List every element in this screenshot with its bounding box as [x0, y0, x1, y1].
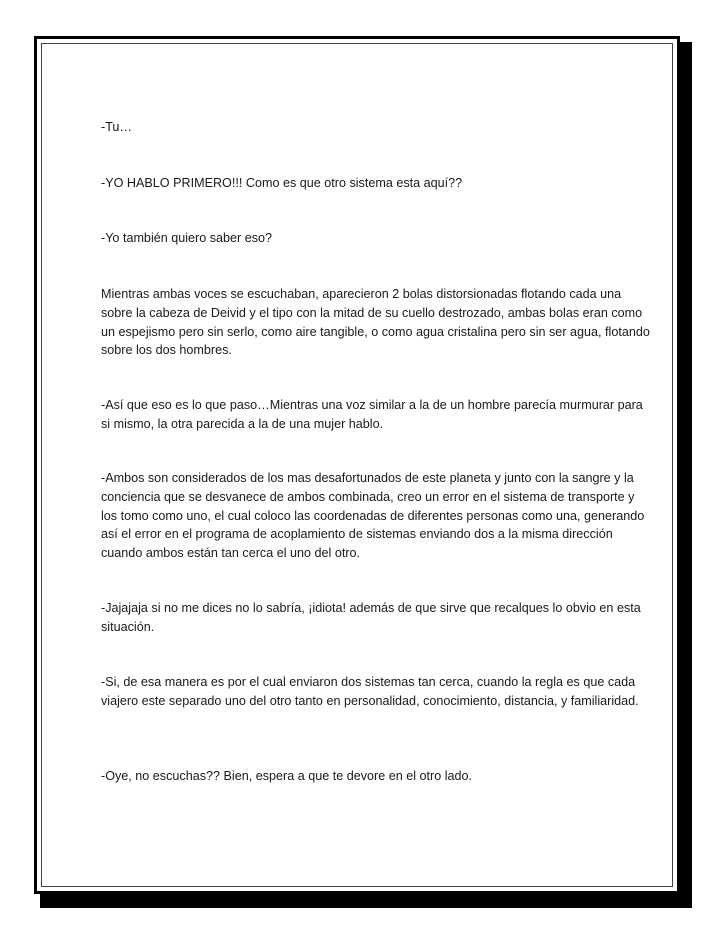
paragraph-4: Mientras ambas voces se escuchaban, aparecieron 2 bolas distorsionadas flotando cada una sobre la cabeza de Deivid y el tipo con la mitad de su cuello destrozado, ambas bolas eran como un espejismo pero sin serlo, como aire tangible, o como agua cristalina pero sin ser agua, flotando sobre los dos hombres.	[101, 287, 650, 358]
paragraph-2: -YO HABLO PRIMERO!!! Como es que otro sistema esta aquí??	[101, 176, 463, 190]
paragraph-7: -Jajajaja si no me dices no lo sabría, ¡idiota! además de que sirve que recalques lo obvio en esta situación.	[101, 601, 641, 634]
paragraph-9: -Oye, no escuchas?? Bien, espera a que te devore en el otro lado.	[101, 769, 473, 783]
document-page	[34, 36, 680, 894]
paragraph-3: -Yo también quiero saber eso?	[101, 231, 273, 245]
page-border	[41, 43, 673, 887]
paragraph-1: -Tu…	[101, 120, 133, 134]
paragraph-8: -Si, de esa manera es por el cual enviaron dos sistemas tan cerca, cuando la regla es que cada viajero este separado uno del otro tanto en personalidad, conocimiento, distancia, y familiaridad.	[101, 675, 639, 708]
paragraph-5: -Así que eso es lo que paso…Mientras una voz similar a la de un hombre parecía murmurar para si mismo, la otra parecida a la de una mujer hablo.	[101, 398, 643, 431]
paragraph-6: -Ambos son considerados de los mas desafortunados de este planeta y junto con la sangre y la conciencia que se desvanece de ambos combinada, creo un error en el sistema de transporte y los tomo como uno, el cual coloco las coordenadas de diferentes personas como una, generando así el error en el programa de acoplamiento de sistemas enviando dos a la misma dirección cuando ambos están tan cerca el uno del otro.	[101, 471, 645, 561]
